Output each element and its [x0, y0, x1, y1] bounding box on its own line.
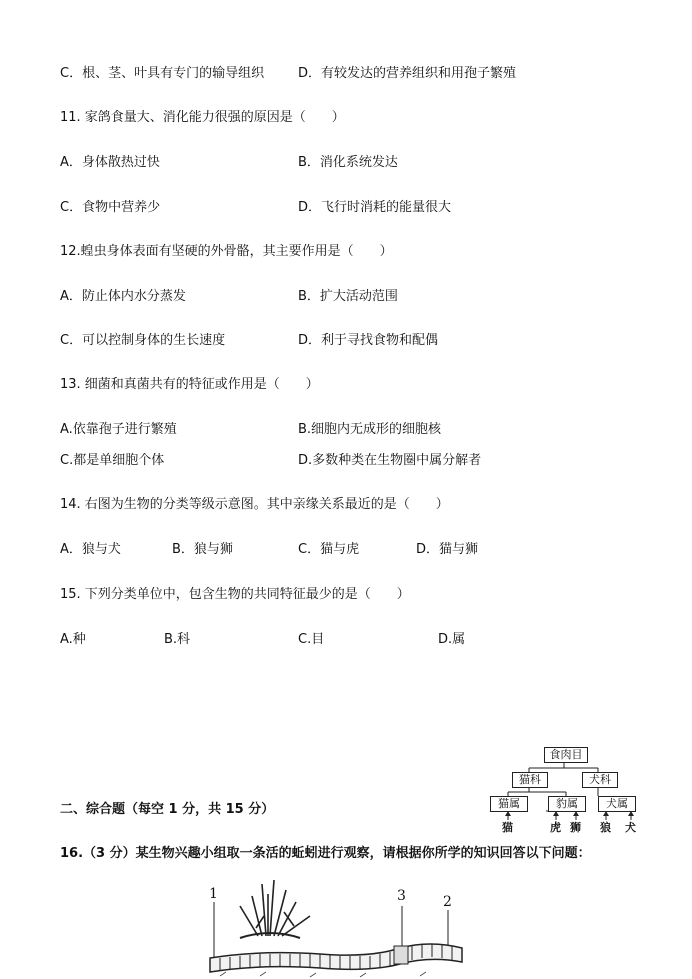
section2-heading: 二、综合题（每空 1 分，共 15 分）	[60, 802, 275, 817]
worm-label-3: 3	[397, 888, 406, 904]
q14-option-c: C．猫与虎	[298, 542, 360, 557]
grass-tuft	[240, 880, 310, 936]
q14-option-d: D．猫与狮	[416, 542, 479, 557]
tree-species-cat: 猫	[502, 821, 513, 834]
q10-option-c: C．根、茎、叶具有专门的输导组织	[60, 66, 265, 81]
q12-option-a: A．防止体内水分蒸发	[60, 289, 186, 304]
q12-option-b: B．扩大活动范围	[298, 289, 398, 304]
tree-genus-dog-box: 犬属	[598, 796, 636, 812]
q13-option-d: D.多数种类在生物圈中属分解者	[298, 453, 482, 468]
q15-stem: 15. 下列分类单位中，包含生物的共同特征最少的是（ ）	[60, 587, 410, 602]
q14-stem: 14. 右图为生物的分类等级示意图。其中亲缘关系最近的是（ ）	[60, 497, 449, 512]
q12-option-c: C．可以控制身体的生长速度	[60, 333, 226, 348]
worm-body	[210, 944, 462, 972]
tree-family-dog-box: 犬科	[582, 772, 618, 788]
tree-species-tiger: 虎	[550, 821, 561, 834]
q15-option-c: C.目	[298, 632, 325, 647]
q11-option-c: C．食物中营养少	[60, 200, 161, 215]
tree-species-wolf: 狼	[600, 821, 611, 834]
q10-option-d: D．有较发达的营养组织和用孢子繁殖	[298, 66, 517, 81]
tree-genus-panthera-box: 豹属	[548, 796, 586, 812]
tree-genus-cat-box: 猫属	[490, 796, 528, 812]
q13-stem: 13. 细菌和真菌共有的特征或作用是（ ）	[60, 377, 319, 392]
worm-label-1: 1	[209, 886, 218, 902]
q16-stem: 16.（3 分）某生物兴趣小组取一条活的蚯蚓进行观察，请根据你所学的知识回答以下问题：	[60, 846, 591, 861]
q11-stem: 11. 家鸽食量大、消化能力很强的原因是（ ）	[60, 110, 345, 125]
q12-option-d: D．利于寻找食物和配偶	[298, 333, 439, 348]
q14-option-a: A．狼与犬	[60, 542, 121, 557]
taxonomy-tree-figure	[486, 744, 646, 836]
q12-stem: 12.蝗虫身体表面有坚硬的外骨骼，其主要作用是（ ）	[60, 244, 393, 259]
q13-option-a: A.依靠孢子进行繁殖	[60, 422, 177, 437]
earthworm-figure	[200, 876, 470, 979]
q11-option-d: D．飞行时消耗的能量很大	[298, 200, 452, 215]
q15-option-a: A.种	[60, 632, 86, 647]
tree-family-cat-box: 猫科	[512, 772, 548, 788]
earthworm-drawing	[200, 876, 470, 979]
q14-option-b: B．狼与狮	[172, 542, 233, 557]
tree-order-box: 食肉目	[544, 747, 588, 763]
clitellum	[394, 946, 408, 964]
q15-option-d: D.属	[438, 632, 466, 647]
q11-option-a: A．身体散热过快	[60, 155, 160, 170]
q15-option-b: B.科	[164, 632, 191, 647]
tree-species-dog: 犬	[625, 821, 636, 834]
q11-option-b: B．消化系统发达	[298, 155, 398, 170]
q13-option-c: C.都是单细胞个体	[60, 453, 165, 468]
worm-label-2: 2	[443, 894, 452, 910]
tree-species-lion: 狮	[570, 821, 581, 834]
q13-option-b: B.细胞内无成形的细胞核	[298, 422, 442, 437]
